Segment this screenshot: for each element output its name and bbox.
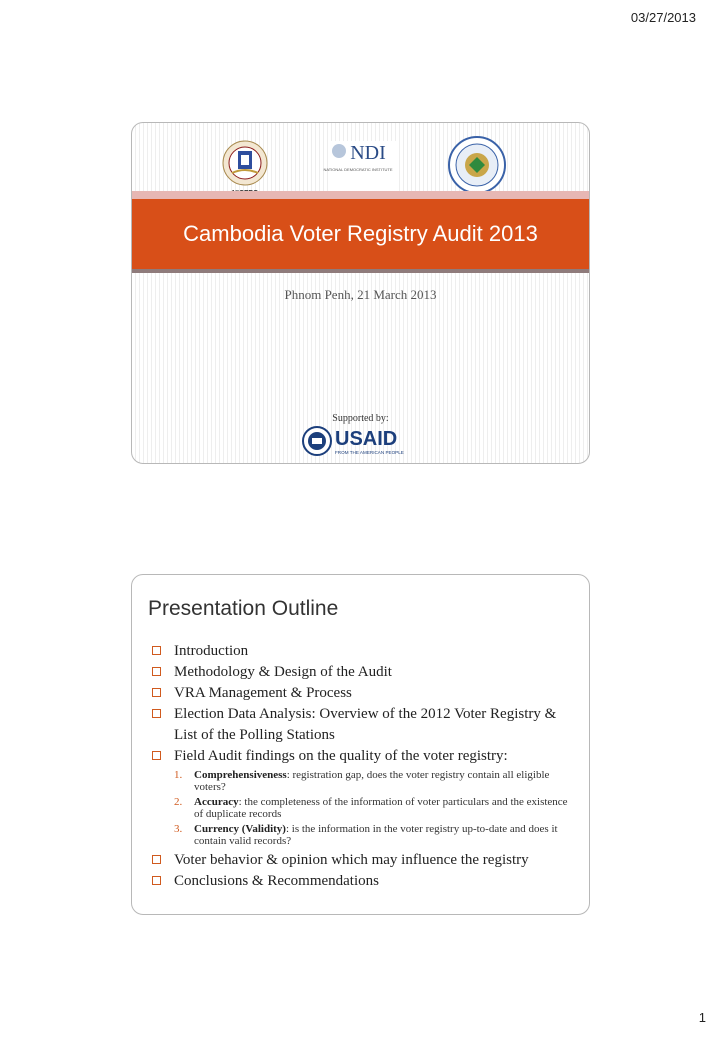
checkbox-bullet-icon [152,751,161,760]
ndi-logo [323,141,398,193]
ndi-sub: NATIONAL DEMOCRATIC INSTITUTE [323,167,393,172]
outline-item: Introduction [150,641,575,662]
slide-subtitle: Phnom Penh, 21 March 2013 [284,287,437,302]
usaid-logo [302,423,432,459]
page-number: 1 [698,1010,706,1025]
title-slide [131,122,590,464]
checkbox-bullet-icon [152,667,161,676]
outline-title: Presentation Outline [148,597,339,620]
checkbox-bullet-icon [152,855,161,864]
checkbox-bullet-icon [152,876,161,885]
title-band-bottom [132,269,589,273]
slide-title: Cambodia Voter Registry Audit 2013 [183,221,538,246]
ndi-label: NDI [350,142,386,164]
outline-list [150,641,575,892]
outline-item: VRA Management & Process [150,683,575,704]
outline-subitem: 2. Accuracy: the completeness of the information of voter particulars and the existence of duplicate records [174,796,568,820]
outline-subitem: 3. Currency (Validity): is the information in the voter registry up-to-date and does it contain valid records? [174,823,558,847]
supported-by-label: Supported by: [332,413,389,424]
outline-item: Methodology & Design of the Audit [150,662,575,683]
outline-slide [131,574,590,915]
header-date: 03/27/2013 [630,10,696,25]
usaid-tagline: FROM THE AMERICAN PEOPLE [335,450,404,455]
outline-item: Field Audit findings on the quality of the voter registry: 1. Comprehensiveness: registration gap, does the voter registry contain all eligible voters? 2. Accuracy: the completeness of the information of voter particulars and the existence of duplicate records 3. Currency (Validity): is the information in the voter registry up-to-date and does it contain valid records? [150,746,575,847]
outline-item: Conclusions & Recommendations [150,871,575,892]
outline-item: Voter behavior & opinion which may influence the registry [150,850,575,871]
nicfec-logo [223,141,267,197]
checkbox-bullet-icon [152,688,161,697]
title-band [132,199,589,269]
outline-sublist [174,769,575,847]
usaid-text: USAID [335,428,398,450]
title-band-top [132,191,589,199]
checkbox-bullet-icon [152,709,161,718]
outline-item: Election Data Analysis: Overview of the 2012 Voter Registry & List of the Polling Stations [150,704,575,746]
outline-subitem: 1. Comprehensiveness: registration gap, does the voter registry contain all eligible voters? [174,769,550,793]
seal-logo [449,137,505,193]
checkbox-bullet-icon [152,646,161,655]
